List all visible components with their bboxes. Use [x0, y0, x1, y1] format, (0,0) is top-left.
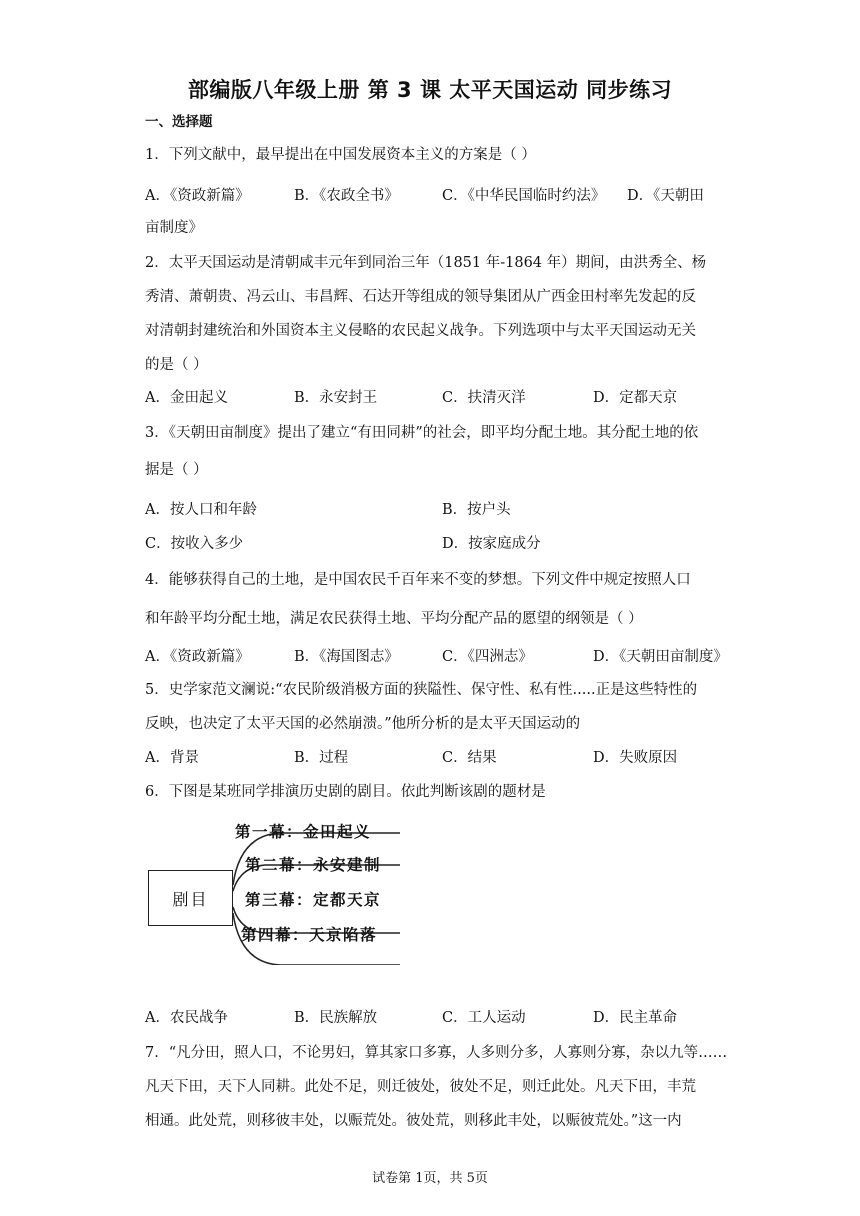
page-footer: 试卷第 1页，共 5页 [372, 1171, 488, 1186]
question-4-line-1: 4．能够获得自己的土地，是中国农民千百年来不变的梦想。下列文件中规定按照人口 [145, 572, 691, 588]
question-1-option-b[interactable]: B．《农政全书》 [294, 188, 399, 204]
question-3-line-2: 据是（ ） [145, 462, 208, 478]
question-1-stem: 1．下列文献中，最早提出在中国发展资本主义的方案是（ ） [145, 147, 536, 163]
question-6-stem: 6．下图是某班同学排演历史剧的剧目。依此判断该剧的题材是 [145, 784, 546, 800]
question-4-option-b[interactable]: B．《海国图志》 [294, 649, 399, 665]
diagram-act-2: 第二幕：永安建制 [245, 856, 382, 874]
question-6-option-d[interactable]: D．民主革命 [593, 1010, 678, 1026]
question-4-option-a[interactable]: A．《资政新篇》 [145, 649, 250, 665]
question-2-line-4: 的是（ ） [145, 357, 208, 373]
section-heading: 一、选择题 [145, 114, 213, 130]
question-7-line-3: 相通。此处荒，则移彼丰处，以赈荒处。彼处荒，则移此丰处，以赈彼荒处。”这一内 [145, 1113, 682, 1129]
question-6-option-c[interactable]: C．工人运动 [442, 1010, 526, 1026]
question-3-option-d[interactable]: D．按家庭成分 [442, 536, 541, 552]
play-program-diagram [145, 815, 410, 965]
question-1-option-d[interactable]: D．《天朝田 [627, 188, 704, 204]
question-5-option-d[interactable]: D．失败原因 [593, 750, 678, 766]
question-3-option-c[interactable]: C．按收入多少 [145, 536, 244, 552]
question-2-option-c[interactable]: C．扶清灭洋 [442, 390, 526, 406]
question-5-option-a[interactable]: A．背景 [145, 750, 199, 766]
question-4-line-2: 和年龄平均分配土地，满足农民获得土地、平均分配产品的愿望的纲领是（ ） [145, 611, 643, 627]
question-1-option-c[interactable]: C．《中华民国临时约法》 [442, 188, 606, 204]
question-5-option-b[interactable]: B．过程 [294, 750, 349, 766]
question-6-option-b[interactable]: B．民族解放 [294, 1010, 378, 1026]
question-5-line-2: 反映，也决定了太平天国的必然崩溃。”他所分析的是太平天国运动的 [145, 716, 581, 732]
question-4-option-c[interactable]: C．《四洲志》 [442, 649, 533, 665]
diagram-act-3: 第三幕：定都天京 [245, 891, 382, 909]
question-1-option-d-cont: 亩制度》 [145, 220, 203, 236]
question-4-option-d[interactable]: D．《天朝田亩制度》 [593, 649, 728, 665]
question-5-option-c[interactable]: C．结果 [442, 750, 497, 766]
question-5-line-1: 5．史学家范文澜说:“农民阶级消极方面的狭隘性、保守性、私有性.....正是这些特性的 [145, 682, 698, 698]
question-6-option-a[interactable]: A．农民战争 [145, 1010, 228, 1026]
question-3-line-1: 3．《天朝田亩制度》提出了建立“有田同耕”的社会，即平均分配土地。其分配土地的依 [145, 425, 699, 441]
question-2-option-d[interactable]: D．定都天京 [593, 390, 678, 406]
question-2-line-3: 对清朝封建统治和外国资本主义侵略的农民起义战争。下列选项中与太平天国运动无关 [145, 323, 696, 339]
question-7-line-2: 凡天下田，天下人同耕。此处不足，则迁彼处，彼处不足，则迁此处。凡天下田，丰荒 [145, 1079, 696, 1095]
question-2-option-a[interactable]: A．金田起义 [145, 390, 228, 406]
question-2-line-1: 2．太平天国运动是清朝咸丰元年到同治三年（1851 年-1864 年）期间，由洪秀全、杨 [145, 255, 707, 271]
page-title: 部编版八年级上册 第 3 课 太平天国运动 同步练习 [187, 78, 673, 102]
question-3-option-b[interactable]: B．按户头 [442, 502, 511, 518]
question-1-option-a[interactable]: A．《资政新篇》 [145, 188, 250, 204]
diagram-act-1: 第一幕：金田起义 [235, 823, 372, 841]
question-2-line-2: 秀清、萧朝贵、冯云山、韦昌辉、石达开等组成的领导集团从广西金田村率先发起的反 [145, 289, 696, 305]
question-3-option-a[interactable]: A．按人口和年龄 [145, 502, 257, 518]
question-7-line-1: 7．“凡分田，照人口，不论男妇，算其家口多寡，人多则分多，人寡则分寡，杂以九等…… [145, 1045, 728, 1061]
diagram-act-4: 第四幕：天京陷落 [241, 926, 378, 944]
diagram-root-box: 剧目 [148, 870, 233, 926]
question-2-option-b[interactable]: B．永安封王 [294, 390, 378, 406]
